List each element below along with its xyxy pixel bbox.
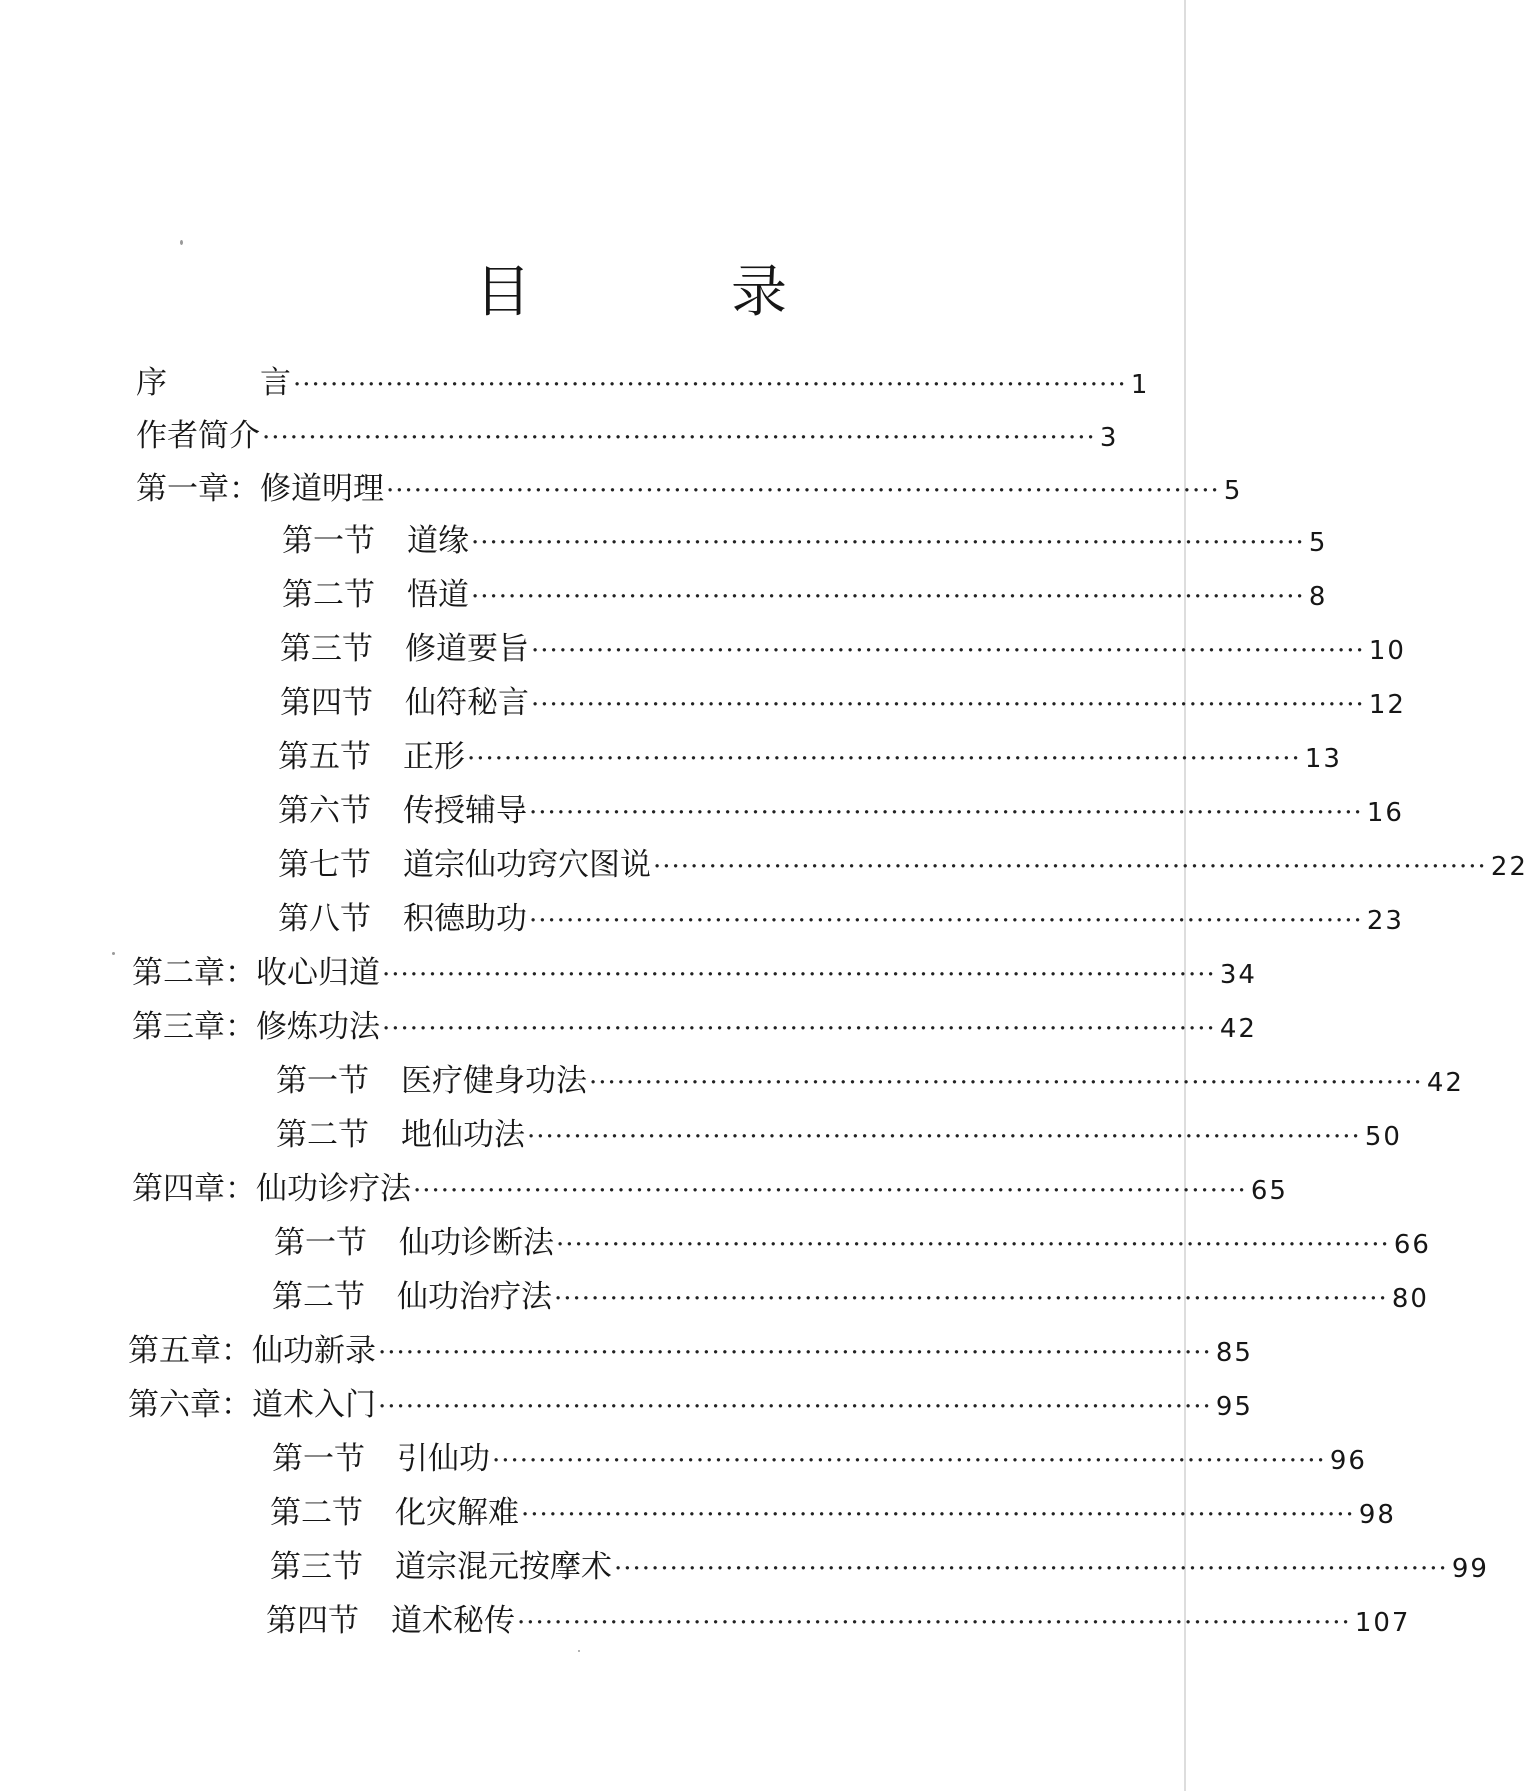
toc-section-number: 第五节 <box>278 739 371 775</box>
toc-chapter-page: 95 <box>1215 1392 1253 1422</box>
leader-dots: ·························································································· <box>589 1068 1423 1098</box>
toc-section-page: 50 <box>1364 1122 1402 1152</box>
toc-section-title: 道术秘传 <box>391 1603 515 1639</box>
toc-section-page: 16 <box>1366 798 1404 828</box>
leader-dots: ·························································································· <box>653 852 1487 882</box>
toc-section-number: 第八节 <box>278 901 371 937</box>
page-title-right: 录 <box>731 260 787 325</box>
toc-section-page: 12 <box>1368 690 1406 720</box>
toc-chapter-page: 42 <box>1219 1014 1257 1044</box>
toc-section-page: 8 <box>1308 582 1328 612</box>
toc-chapter[interactable] <box>128 1328 1253 1374</box>
leader-dots: ·························································································· <box>554 1284 1388 1314</box>
toc-section[interactable] <box>278 842 1528 888</box>
toc-section[interactable] <box>274 1220 1431 1266</box>
toc-chapter-page: 65 <box>1250 1176 1288 1206</box>
leader-dots: ·························································································· <box>614 1554 1448 1584</box>
toc-section-page: 96 <box>1329 1446 1367 1476</box>
toc-section-title: 仙功诊断法 <box>399 1225 554 1261</box>
toc-section[interactable] <box>282 572 1328 618</box>
leader-dots: ·························································································· <box>521 1500 1355 1530</box>
toc-chapter-page: 5 <box>1223 476 1243 506</box>
toc-section-title: 地仙功法 <box>401 1117 525 1153</box>
toc-section[interactable] <box>280 626 1406 672</box>
toc-section-number: 第三节 <box>280 631 373 667</box>
toc-section-number: 第二节 <box>270 1495 363 1531</box>
toc-chapter-label: 第六章：道术入门 <box>128 1387 376 1423</box>
toc-section[interactable] <box>276 1112 1402 1158</box>
leader-dots: ·························································································· <box>529 906 1363 936</box>
toc-section-page: 107 <box>1354 1608 1411 1638</box>
toc-section[interactable] <box>276 1058 1464 1104</box>
leader-dots: ·························································································· <box>531 690 1365 720</box>
leader-dots: ·························································································· <box>293 370 1127 400</box>
toc-chapter-label: 第三章：修炼功法 <box>132 1009 380 1045</box>
toc-section[interactable] <box>272 1436 1367 1482</box>
toc-section-number: 第六节 <box>278 793 371 829</box>
toc-section-page: 10 <box>1368 636 1406 666</box>
toc-section-number: 第一节 <box>276 1063 369 1099</box>
toc-section-title: 道缘 <box>407 523 469 559</box>
toc-section-title: 修道要旨 <box>405 631 529 667</box>
leader-dots: ·························································································· <box>378 1392 1212 1422</box>
toc-chapter[interactable] <box>132 1166 1288 1212</box>
toc-section-page: 80 <box>1391 1284 1429 1314</box>
toc-section-number: 第二节 <box>276 1117 369 1153</box>
toc-section-number: 第一节 <box>272 1441 365 1477</box>
leader-dots: ·························································································· <box>382 960 1216 990</box>
toc-chapter-label: 第二章：收心归道 <box>132 955 380 991</box>
toc-section-title: 化灾解难 <box>395 1495 519 1531</box>
leader-dots: ·························································································· <box>262 423 1096 453</box>
toc-section-page: 22 <box>1490 852 1528 882</box>
leader-dots: ·························································································· <box>556 1230 1390 1260</box>
toc-chapter-label: 第五章：仙功新录 <box>128 1333 376 1369</box>
toc-chapter-page: 34 <box>1219 960 1257 990</box>
toc-section[interactable] <box>278 734 1342 780</box>
toc-section[interactable] <box>282 518 1328 564</box>
leader-dots: ·························································································· <box>386 476 1220 506</box>
toc-section-title: 传授辅导 <box>403 793 527 829</box>
toc-section-title: 道宗混元按摩术 <box>395 1549 612 1585</box>
leader-dots: ·························································································· <box>517 1608 1351 1638</box>
toc-section[interactable] <box>266 1598 1411 1644</box>
toc-entry[interactable] <box>136 360 1150 406</box>
toc-section-number: 第二节 <box>282 577 375 613</box>
leader-dots: ·························································································· <box>529 798 1363 828</box>
toc-section[interactable] <box>280 680 1406 726</box>
toc-section-page: 13 <box>1304 744 1342 774</box>
toc-section[interactable] <box>278 788 1404 834</box>
leader-dots: ·························································································· <box>531 636 1365 666</box>
leader-dots: ·························································································· <box>378 1338 1212 1368</box>
toc-section-page: 66 <box>1393 1230 1431 1260</box>
toc-section-number: 第四节 <box>280 685 373 721</box>
toc-entry-label: 作者简介 <box>136 418 260 454</box>
toc-chapter-label: 第四章：仙功诊疗法 <box>132 1171 411 1207</box>
toc-section-title: 积德助功 <box>403 901 527 937</box>
page-title-left: 目 <box>475 260 531 325</box>
leader-dots: ·························································································· <box>467 744 1301 774</box>
leader-dots: ·························································································· <box>527 1122 1361 1152</box>
leader-dots: ·························································································· <box>413 1176 1247 1206</box>
leader-dots: ·························································································· <box>471 582 1305 612</box>
toc-section-title: 医疗健身功法 <box>401 1063 587 1099</box>
toc-chapter[interactable] <box>128 1382 1253 1428</box>
toc-entry-label: 序 言 <box>136 365 291 401</box>
toc-section[interactable] <box>270 1544 1489 1590</box>
toc-entry[interactable] <box>136 413 1119 459</box>
toc-section-title: 仙功治疗法 <box>397 1279 552 1315</box>
toc-section-number: 第一节 <box>274 1225 367 1261</box>
toc-section-number: 第一节 <box>282 523 375 559</box>
toc-section-title: 道宗仙功窍穴图说 <box>403 847 651 883</box>
toc-chapter[interactable] <box>132 1004 1257 1050</box>
toc-section-title: 仙符秘言 <box>405 685 529 721</box>
toc-section-number: 第七节 <box>278 847 371 883</box>
toc-chapter[interactable] <box>136 466 1243 512</box>
toc-section-title: 正形 <box>403 739 465 775</box>
leader-dots: ·························································································· <box>492 1446 1326 1476</box>
toc-entry-page: 1 <box>1130 370 1150 400</box>
toc-entry-page: 3 <box>1099 423 1119 453</box>
leader-dots: ·························································································· <box>471 528 1305 558</box>
toc-chapter-label: 第一章：修道明理 <box>136 471 384 507</box>
toc-section-page: 99 <box>1451 1554 1489 1584</box>
toc-section-number: 第四节 <box>266 1603 359 1639</box>
toc-section[interactable] <box>270 1490 1396 1536</box>
toc-chapter[interactable] <box>132 950 1257 996</box>
toc-section-number: 第三节 <box>270 1549 363 1585</box>
toc-section[interactable] <box>272 1274 1429 1320</box>
toc-section-page: 98 <box>1358 1500 1396 1530</box>
toc-chapter-page: 85 <box>1215 1338 1253 1368</box>
toc-section-title: 悟道 <box>407 577 469 613</box>
toc-section-page: 23 <box>1366 906 1404 936</box>
leader-dots: ·························································································· <box>382 1014 1216 1044</box>
toc-section-page: 42 <box>1426 1068 1464 1098</box>
toc-section[interactable] <box>278 896 1404 942</box>
toc-section-number: 第二节 <box>272 1279 365 1315</box>
toc-section-page: 5 <box>1308 528 1328 558</box>
toc-section-title: 引仙功 <box>397 1441 490 1477</box>
